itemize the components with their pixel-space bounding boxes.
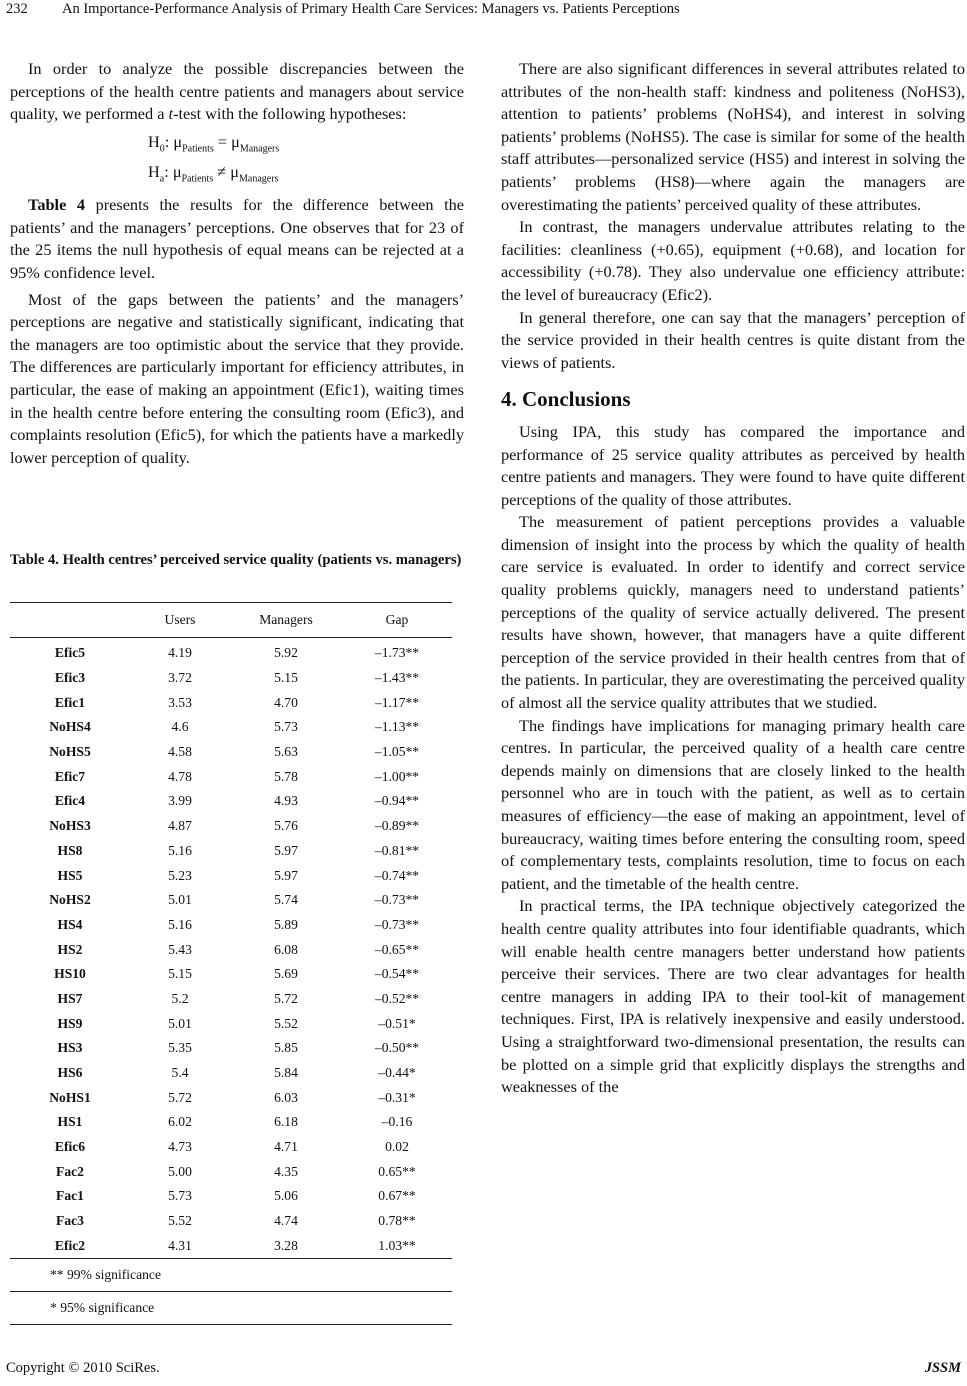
ha-managers-subscript: Managers [239, 173, 279, 185]
table-row [10, 1011, 452, 1036]
cell-managers: 5.89 [274, 916, 298, 932]
cell-users: 4.73 [168, 1139, 192, 1155]
cell-gap: –0.89** [374, 818, 420, 834]
cell-managers: 5.15 [274, 670, 298, 686]
table-row [10, 789, 452, 814]
table-body [10, 638, 452, 1259]
cell-managers: 5.85 [274, 1040, 298, 1056]
table-header-row [10, 603, 452, 638]
t-italic: t [168, 104, 174, 124]
table-row [10, 764, 452, 789]
cell-attribute: Fac1 [56, 1188, 84, 1204]
cell-users: 4.58 [168, 744, 192, 760]
cell-attribute: HS10 [54, 966, 86, 982]
table-row [10, 1061, 452, 1086]
paragraph-nonhealth-staff: There are also significant differences in several attributes related to attributes of the non-health staff: kindness and politeness (NoHS3), attention to patients’ problems (NoHS4), and interest in solving patients’ problems (NoHS5). The case is similar for some of the health staff attributes―personalized service (HS5) and interest in solving the patients’ problems (HS8)―where again the managers are overestimating the patients’ perceived quality of these attributes. [501, 59, 965, 214]
table-row [10, 962, 452, 987]
cell-managers: 4.35 [274, 1163, 298, 1179]
cell-attribute: HS9 [57, 1015, 83, 1031]
cell-managers: 5.69 [274, 966, 298, 982]
column-header-managers: Managers [230, 603, 342, 638]
cell-gap: –0.73** [374, 892, 420, 908]
paragraph-table4-results [10, 194, 464, 284]
cell-managers: 6.03 [274, 1089, 298, 1105]
table-row [10, 1110, 452, 1135]
paragraph-facilities: In contrast, the managers undervalue attributes relating to the facilities: cleanliness (+0.65), equipment (+0.68), and location for accessibility (+0.78). They also undervalue one efficiency attribute: the level of bureaucracy (Efic2). [501, 217, 965, 304]
cell-managers: 4.74 [274, 1213, 298, 1229]
cell-users: 5.73 [168, 1188, 192, 1204]
table-row [10, 888, 452, 913]
h0-mu: : μ [164, 131, 183, 151]
cell-users: 5.00 [168, 1163, 192, 1179]
cell-users: 5.16 [168, 916, 192, 932]
column-header-users: Users [130, 603, 230, 638]
cell-users: 3.99 [168, 793, 192, 809]
table-row [10, 1209, 452, 1234]
cell-attribute: NoHS2 [49, 892, 91, 908]
cell-attribute: Efic1 [54, 694, 86, 710]
h0-managers-subscript: Managers [239, 143, 280, 155]
cell-gap: –0.73** [374, 916, 420, 932]
cell-attribute: Efic2 [54, 1237, 86, 1253]
cell-managers: 5.92 [274, 645, 298, 661]
paragraph-conclusions-4: In practical terms, the IPA technique objectively categorized the health centre quality attributes into four identifiable quadrants, which will enable health centre managers better understand how patients perceive their services. There are two clear advantages for health centre managers in adding IPA to their tool-kit of management techniques. First, IPA is relatively inexpensive and easily understood. Using a straightforward two-dimensional presentation, the results can be plotted on a simple grid that explicitly displays the strengths and weaknesses of the [501, 896, 965, 1097]
cell-attribute: Efic7 [54, 768, 86, 784]
cell-attribute: NoHS5 [49, 744, 91, 760]
table-row [10, 1036, 452, 1061]
cell-attribute: NoHS4 [49, 719, 91, 735]
cell-attribute: HS6 [57, 1065, 83, 1081]
cell-managers: 5.97 [274, 842, 298, 858]
table-row [10, 1159, 452, 1184]
cell-gap: 0.65** [378, 1163, 416, 1179]
table-row [10, 1085, 452, 1110]
cell-managers: 6.18 [274, 1114, 298, 1130]
h0-patients-subscript: Patients [182, 143, 214, 155]
cell-users: 5.15 [168, 966, 192, 982]
cell-users: 5.01 [168, 1015, 192, 1031]
cell-attribute: Efic5 [54, 645, 86, 661]
table-caption: Table 4. Health centres’ perceived service quality (patients vs. managers) [10, 552, 462, 568]
cell-users: 3.53 [168, 694, 192, 710]
cell-attribute: NoHS3 [49, 818, 91, 834]
cell-gap: –0.16 [381, 1114, 413, 1130]
cell-managers: 4.71 [274, 1139, 298, 1155]
paragraph-conclusions-3: The findings have implications for managing primary health care centres. In particular, the perceived quality of a health care centre depends mainly on dimensions that are closely linked to the health personnel who are in touch with the patient, as well as to certain measures of efficiency―the ease of making an appointment, level of bureaucracy, waiting times before entering the consulting room, speed of complementary tests, complaints resolution, time to focus on each patient, and the timetable of the health centre. [501, 715, 965, 893]
cell-managers: 5.73 [274, 719, 298, 735]
left-column [10, 58, 464, 469]
page-number: 232 [6, 1, 28, 17]
cell-users: 4.78 [168, 768, 192, 784]
right-column [501, 58, 965, 1099]
cell-gap: –0.51* [378, 1015, 416, 1031]
cell-attribute: Efic6 [54, 1139, 86, 1155]
table-row [10, 839, 452, 864]
cell-gap: –1.05** [374, 744, 420, 760]
cell-managers: 5.52 [274, 1015, 298, 1031]
cell-managers: 5.78 [274, 768, 298, 784]
cell-attribute: Efic3 [54, 670, 86, 686]
cell-managers: 5.63 [274, 744, 298, 760]
cell-gap: 0.02 [385, 1139, 409, 1155]
table-row [10, 1184, 452, 1209]
cell-gap: –0.74** [374, 867, 420, 883]
cell-gap: –0.52** [374, 990, 420, 1006]
cell-gap: –0.44* [378, 1065, 416, 1081]
cell-attribute: HS7 [57, 990, 83, 1006]
cell-gap: –0.54** [374, 966, 420, 982]
table-reference: Table 4 [28, 195, 86, 215]
ha-subscript: a [159, 173, 165, 185]
cell-managers: 5.97 [274, 867, 298, 883]
cell-managers: 4.70 [274, 694, 298, 710]
cell-users: 5.43 [168, 941, 192, 957]
running-title: An Importance-Performance Analysis of Primary Health Care Services: Managers vs. Patients Perceptions [62, 1, 680, 17]
cell-users: 5.52 [168, 1213, 192, 1229]
cell-users: 4.31 [168, 1237, 192, 1253]
table-row [10, 814, 452, 839]
table-row [10, 913, 452, 938]
cell-gap: –0.94** [374, 793, 420, 809]
cell-managers: 5.84 [274, 1065, 298, 1081]
paragraph-general: In general therefore, one can say that the managers’ perception of the service provided in their health centres is quite distant from the views of patients. [501, 307, 965, 372]
footnote-row [10, 1259, 452, 1292]
cell-users: 5.2 [171, 990, 189, 1006]
hypothesis-h0 [10, 130, 464, 160]
table-row [10, 937, 452, 962]
cell-managers: 4.93 [274, 793, 298, 809]
copyright: Copyright © 2010 SciRes. [6, 1360, 160, 1376]
h0-subscript: 0 [159, 143, 165, 155]
cell-users: 3.72 [168, 670, 192, 686]
h0-equals: = μ [213, 131, 240, 151]
cell-gap: –0.65** [374, 941, 420, 957]
paragraph-text: presents the results for the difference between the patients’ and the managers’ perceptions. One observes that for 23 of the 25 items the null hypothesis of equal means can be rejected at a 95% confidence level. [10, 195, 464, 283]
table-4 [10, 602, 452, 1325]
ha-patients-subscript: Patients [181, 173, 214, 185]
cell-managers: 5.06 [274, 1188, 298, 1204]
cell-users: 5.4 [171, 1065, 189, 1081]
cell-attribute: Efic4 [54, 793, 86, 809]
cell-gap: –1.43** [374, 670, 420, 686]
cell-gap: 1.03** [378, 1237, 416, 1253]
section-heading: 4. Conclusions [501, 387, 631, 412]
cell-attribute: HS2 [57, 941, 83, 957]
paragraph-ttest-intro [10, 58, 464, 126]
cell-gap: –0.81** [374, 842, 420, 858]
cell-attribute: NoHS1 [49, 1089, 91, 1105]
journal-name: JSSM [924, 1360, 961, 1376]
table-row [10, 1135, 452, 1160]
cell-attribute: Fac2 [56, 1163, 84, 1179]
cell-users: 5.35 [168, 1040, 192, 1056]
table-row [10, 638, 452, 666]
cell-gap: –1.17** [374, 694, 420, 710]
table-row [10, 987, 452, 1012]
cell-users: 4.87 [168, 818, 192, 834]
footnote-99: ** 99% significance [10, 1259, 452, 1292]
table-row [10, 1234, 452, 1259]
table-row [10, 715, 452, 740]
cell-managers: 3.28 [274, 1237, 298, 1253]
ha-not-equals: ≠ μ [213, 162, 240, 182]
page-header [0, 0, 967, 24]
cell-gap: –0.31* [378, 1089, 416, 1105]
paragraph-text: -test with the following hypotheses: [173, 104, 407, 124]
cell-attribute: HS3 [57, 1040, 83, 1056]
cell-users: 4.19 [168, 645, 192, 661]
cell-users: 5.23 [168, 867, 192, 883]
cell-attribute: HS4 [57, 916, 83, 932]
cell-gap: –0.50** [374, 1040, 420, 1056]
table-row [10, 740, 452, 765]
ha-symbol: H [148, 162, 160, 182]
paragraph-text: In order to analyze the possible discrepancies between the perceptions of the health centre patients and managers about service quality, we performed a [10, 59, 464, 124]
cell-gap: –1.73** [374, 645, 420, 661]
cell-attribute: HS8 [57, 842, 83, 858]
footnote-95: * 95% significance [10, 1292, 452, 1325]
cell-gap: –1.13** [374, 719, 420, 735]
cell-managers: 6.08 [274, 941, 298, 957]
cell-attribute: HS5 [57, 867, 83, 883]
h0-symbol: H [148, 131, 160, 151]
cell-users: 4.6 [171, 719, 189, 735]
paragraph-conclusions-1: Using IPA, this study has compared the importance and performance of 25 service quality attributes as perceived by health centre patients and managers. They were found to have quite different perceptions of the quality of those attributes. [501, 421, 965, 509]
cell-users: 5.16 [168, 842, 192, 858]
paragraph-conclusions-2: The measurement of patient perceptions provides a valuable dimension of insight into the process by which the quality of health care service is evaluated. In order to identify and correct service quality problems quickly, managers need to understand patients’ perceptions of the quality of service actually delivered. The present results have shown, however, that managers have a quite different perception of the service provided in their health centres from that of the patients. In particular, they are overestimating the perceived quality of almost all the service quality attributes that we studied. [501, 512, 965, 713]
cell-gap: –1.00** [374, 768, 420, 784]
cell-managers: 5.76 [274, 818, 298, 834]
hypothesis-ha [10, 160, 464, 190]
cell-managers: 5.72 [274, 990, 298, 1006]
paragraph-gaps: Most of the gaps between the patients’ and the managers’ perceptions are negative and statistically significant, indicating that the managers are too optimistic about the service that they provide. The differences are particularly important for efficiency attributes, in particular, the ease of making an appointment (Efic1), waiting times in the health centre before entering the consulting room (Efic3), and complaints resolution (Efic5), for which the patients have a markedly lower perception of quality. [10, 289, 464, 467]
table-row [10, 863, 452, 888]
cell-attribute: HS1 [57, 1114, 83, 1130]
cell-users: 6.02 [168, 1114, 192, 1130]
cell-gap: 0.78** [378, 1213, 416, 1229]
cell-users: 5.72 [168, 1089, 192, 1105]
ha-mu: : μ [164, 162, 182, 182]
footnote-row [10, 1292, 452, 1325]
cell-users: 5.01 [168, 892, 192, 908]
column-header-label [10, 603, 130, 638]
cell-gap: 0.67** [378, 1188, 416, 1204]
column-header-gap: Gap [342, 603, 452, 638]
cell-attribute: Fac3 [56, 1213, 84, 1229]
cell-managers: 5.74 [274, 892, 298, 908]
table-row [10, 666, 452, 691]
table-row [10, 690, 452, 715]
